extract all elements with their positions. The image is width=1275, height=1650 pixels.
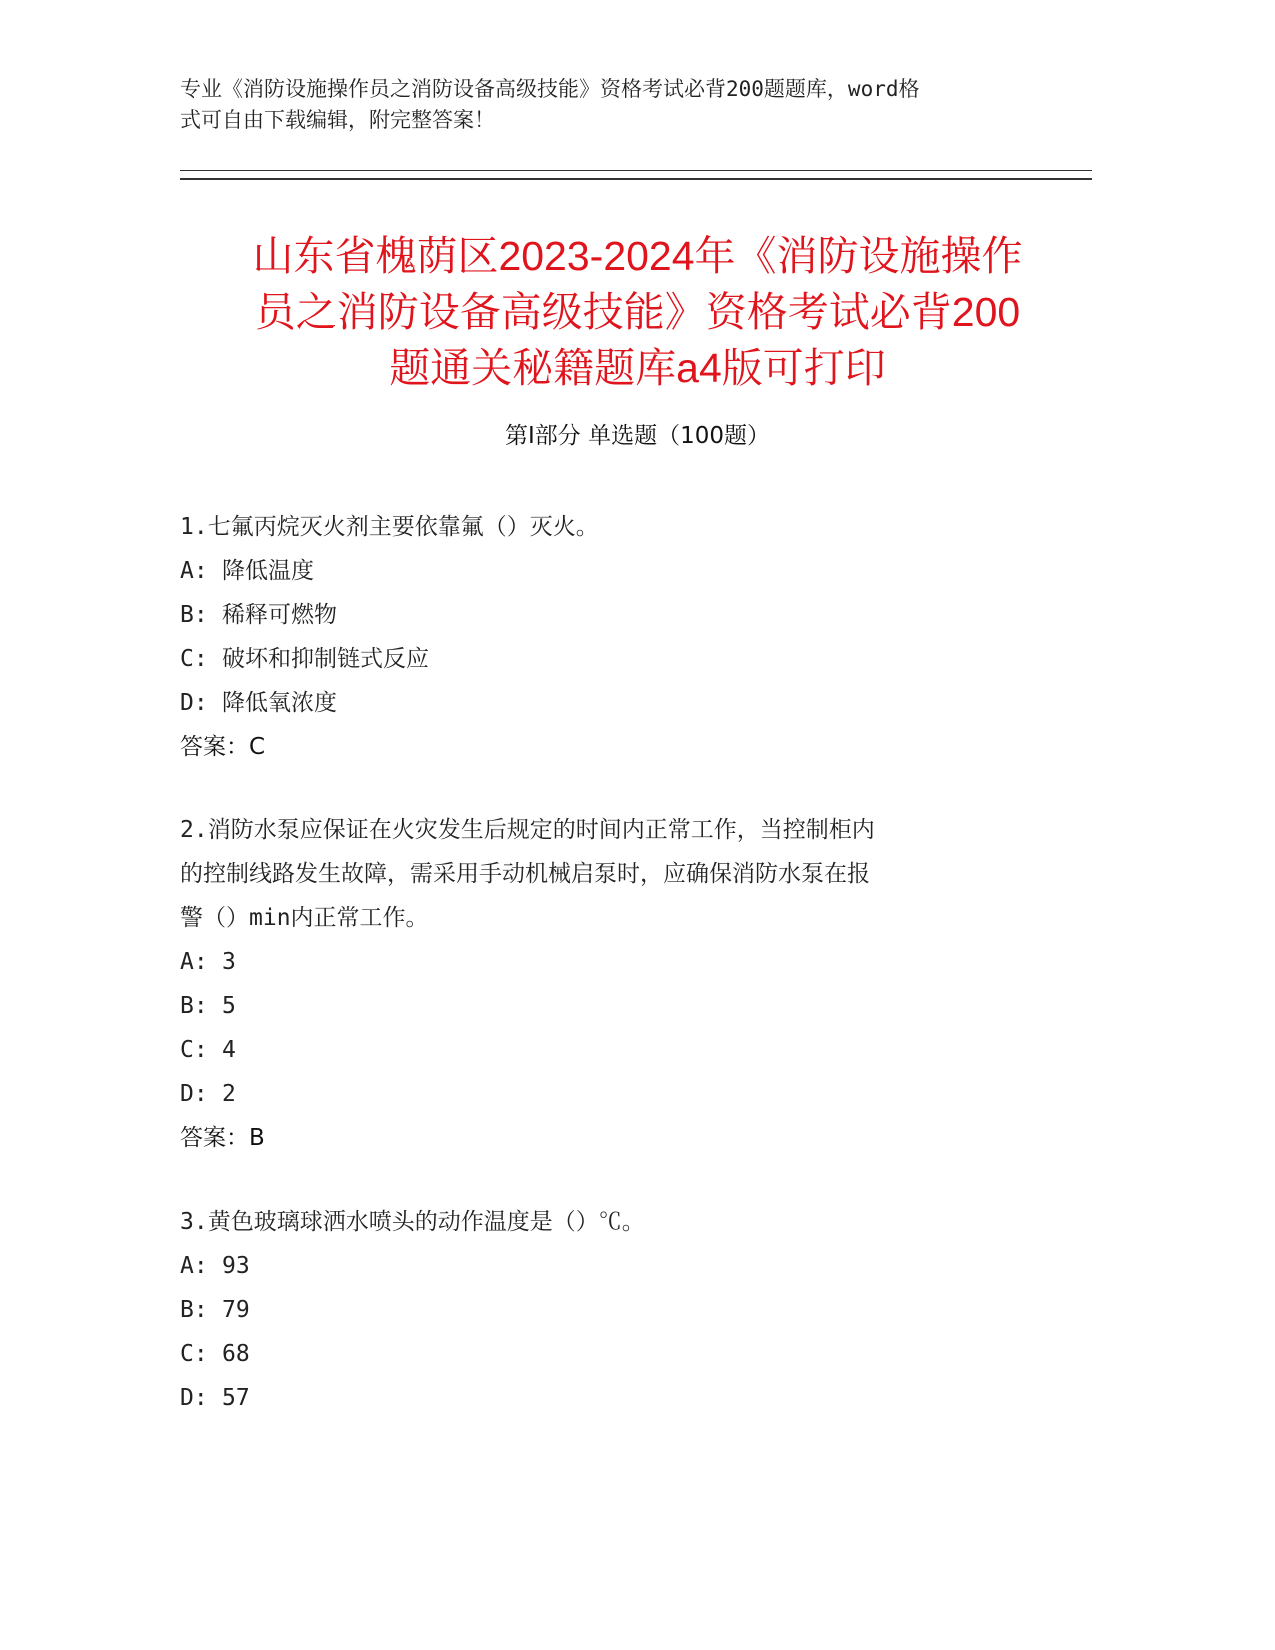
header-note-line: 专业《消防设施操作员之消防设备高级技能》资格考试必背200题题库，word格 bbox=[180, 77, 920, 101]
option-text: 3 bbox=[222, 949, 236, 975]
title-line: 山东省槐荫区2023-2024年《消防设施操作 bbox=[252, 233, 1023, 279]
option-c bbox=[180, 1028, 1060, 1072]
option-text: 5 bbox=[222, 993, 236, 1019]
header-note-line: 式可自由下载编辑，附完整答案！ bbox=[180, 108, 495, 132]
option-text: 降低氧浓度 bbox=[222, 690, 337, 716]
option-d bbox=[180, 1072, 1060, 1116]
option-a bbox=[180, 549, 1060, 593]
option-key: D: bbox=[180, 690, 208, 716]
title-line: 题通关秘籍题库a4版可打印 bbox=[389, 345, 886, 391]
option-c bbox=[180, 1332, 1060, 1376]
option-key: C: bbox=[180, 646, 208, 672]
option-key: D: bbox=[180, 1081, 208, 1107]
option-key: A: bbox=[180, 558, 208, 584]
option-text: 2 bbox=[222, 1081, 236, 1107]
option-key: C: bbox=[180, 1037, 208, 1063]
option-text: 79 bbox=[222, 1297, 250, 1323]
option-b bbox=[180, 593, 1060, 637]
option-text: 57 bbox=[222, 1385, 250, 1411]
question-2 bbox=[180, 808, 1060, 1160]
option-key: B: bbox=[180, 1297, 208, 1323]
header-divider-thick bbox=[180, 178, 1092, 180]
question-stem bbox=[180, 505, 1060, 549]
option-d bbox=[180, 681, 1060, 725]
section-heading: 第Ⅰ部分 单选题（100题） bbox=[505, 423, 770, 449]
header-divider bbox=[180, 170, 1092, 171]
question-stem-line: 2.消防水泵应保证在火灾发生后规定的时间内正常工作，当控制柜内 bbox=[180, 817, 875, 843]
option-c bbox=[180, 637, 1060, 681]
option-a bbox=[180, 940, 1060, 984]
option-key: A: bbox=[180, 949, 208, 975]
option-key: B: bbox=[180, 602, 208, 628]
answer: 答案：B bbox=[180, 1125, 265, 1151]
question-stem-line: 3.黄色玻璃球洒水喷头的动作温度是（）℃。 bbox=[180, 1209, 645, 1235]
option-text: 93 bbox=[222, 1253, 250, 1279]
option-text: 4 bbox=[222, 1037, 236, 1063]
question-3 bbox=[180, 1200, 1060, 1420]
question-stem bbox=[180, 808, 1060, 940]
question-1 bbox=[180, 505, 1060, 769]
option-text: 稀释可燃物 bbox=[222, 602, 337, 628]
option-b bbox=[180, 1288, 1060, 1332]
option-text: 破坏和抑制链式反应 bbox=[222, 646, 429, 672]
option-key: D: bbox=[180, 1385, 208, 1411]
option-key: A: bbox=[180, 1253, 208, 1279]
option-d bbox=[180, 1376, 1060, 1420]
document-title bbox=[120, 228, 1155, 396]
option-a bbox=[180, 1244, 1060, 1288]
answer: 答案：C bbox=[180, 734, 266, 760]
question-stem bbox=[180, 1200, 1060, 1244]
question-stem-line: 的控制线路发生故障，需采用手动机械启泵时，应确保消防水泵在报 bbox=[180, 861, 870, 887]
option-text: 68 bbox=[222, 1341, 250, 1367]
option-key: B: bbox=[180, 993, 208, 1019]
header-note bbox=[180, 74, 1050, 136]
option-b bbox=[180, 984, 1060, 1028]
option-text: 降低温度 bbox=[222, 558, 314, 584]
question-stem-line: 警（）min内正常工作。 bbox=[180, 905, 429, 931]
option-key: C: bbox=[180, 1341, 208, 1367]
question-stem-line: 1.七氟丙烷灭火剂主要依靠氟（）灭火。 bbox=[180, 514, 599, 540]
title-line: 员之消防设备高级技能》资格考试必背200 bbox=[254, 289, 1021, 335]
